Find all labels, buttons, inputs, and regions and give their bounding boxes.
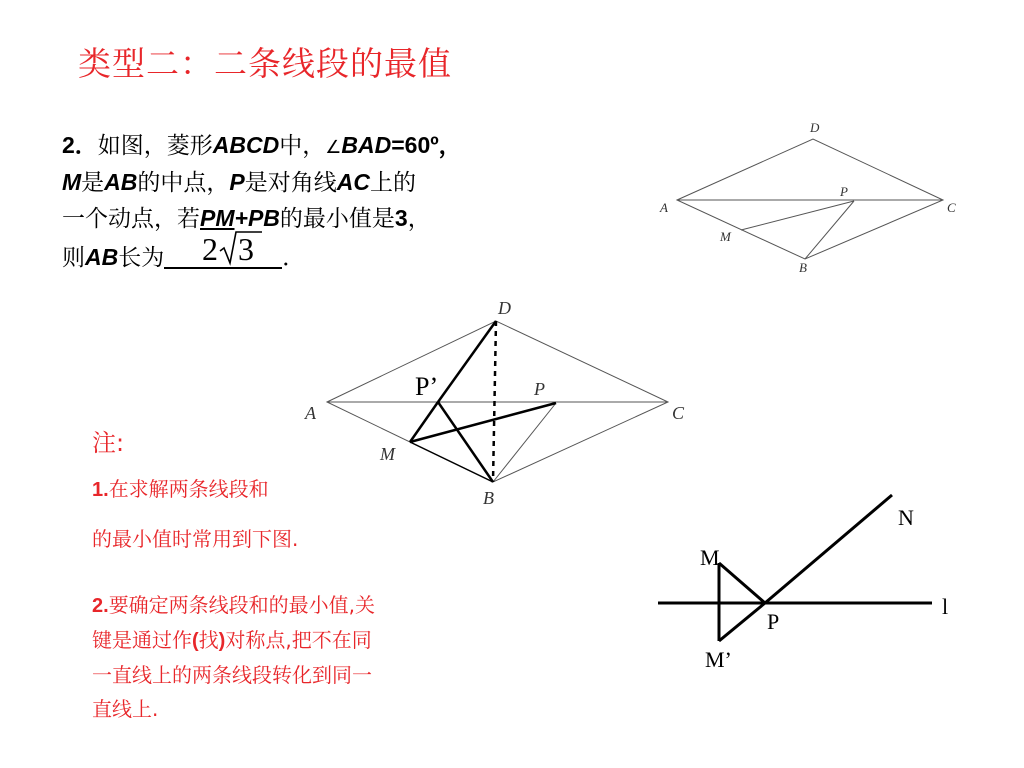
note-1-line-1 — [92, 472, 422, 508]
problem-number: 2． — [62, 132, 98, 158]
text-segment: 长为 — [118, 245, 165, 271]
problem-line-4 — [62, 231, 662, 276]
point-p: P — [229, 169, 245, 195]
ref-label-m: M — [700, 545, 720, 570]
small-rhombus — [677, 139, 943, 259]
note-2-number: 2. — [92, 595, 109, 617]
text-segment: 找 — [198, 628, 219, 652]
segment-pb: PB — [247, 205, 280, 231]
text-segment: 上的 — [369, 170, 416, 196]
problem-text — [62, 128, 662, 276]
text-segment: 如图，菱形 — [97, 133, 213, 159]
small-label-a: A — [660, 200, 668, 215]
ray-pn — [765, 495, 892, 603]
large-label-a: A — [305, 403, 316, 423]
small-label-p: P — [840, 184, 848, 199]
reflection-figure — [650, 485, 980, 685]
problem-line-2 — [62, 165, 662, 201]
text-segment: 是 — [81, 170, 105, 196]
note-2-line-2 — [92, 623, 492, 658]
segment-ac: AC — [336, 169, 370, 195]
text-segment: 中， — [279, 133, 326, 159]
small-label-c: C — [947, 200, 956, 215]
large-label-p-prime: P’ — [415, 372, 439, 401]
point-m: M — [62, 169, 82, 195]
note-1-number: 1. — [92, 479, 109, 501]
large-segment-pb — [493, 403, 556, 482]
text-segment: 一个动点，若 — [62, 206, 200, 232]
problem-line-1 — [62, 128, 662, 165]
plus-sign: + — [234, 205, 248, 231]
paren-open: ( — [192, 630, 199, 652]
note-2-line-1 — [92, 588, 492, 623]
text-segment: 的最小值是 — [279, 206, 395, 232]
text-segment: 对称点,把不在同 — [225, 628, 372, 652]
text-segment: 的中点， — [137, 170, 230, 196]
note-2-line-4: 直线上. — [92, 697, 159, 721]
note-2 — [92, 588, 492, 726]
paren-close: ) — [218, 630, 226, 652]
large-label-d: D — [498, 298, 511, 318]
text-segment: 要确定两条线段和的最小值,关 — [108, 593, 376, 617]
problem-line-3 — [62, 201, 662, 237]
note-1-line-2: 的最小值时常用到下图. — [92, 527, 299, 551]
segment-p-prime-b — [438, 402, 493, 482]
answer-blank — [164, 231, 282, 269]
small-label-m: M — [720, 229, 731, 244]
ref-label-p: P — [767, 609, 780, 634]
segment-m-prime-p — [719, 603, 765, 641]
slide-title: 类型二：二条线段的最值 — [78, 44, 452, 83]
large-label-b: B — [483, 488, 494, 508]
large-label-c: C — [672, 403, 685, 423]
note-1 — [92, 472, 422, 557]
segment-ab: AB — [104, 169, 138, 195]
segment-pm: PM — [200, 205, 235, 231]
text-segment: 在求解两条线段和 — [108, 477, 269, 501]
note-2-line-3: 一直线上的两条线段转化到同一 — [92, 663, 372, 687]
large-label-m: M — [380, 444, 395, 464]
note-title: 注: — [92, 429, 125, 457]
segment-d-p-prime — [438, 321, 496, 402]
segment-mp-ref — [719, 563, 765, 603]
angle-symbol: ∠ — [325, 137, 342, 158]
small-segment-pb — [805, 201, 854, 259]
text-segment: ． — [282, 245, 306, 271]
text-segment: 是对角线 — [244, 170, 337, 196]
small-segment-mp — [741, 201, 854, 230]
angle-value: =60º， — [391, 132, 462, 158]
answer-coefficient: 2 — [202, 231, 219, 267]
diagonal-bd-dashed — [493, 321, 496, 482]
text-segment: 键是通过作 — [92, 628, 192, 652]
text-segment: 则 — [62, 245, 85, 271]
small-label-d: D — [810, 120, 820, 135]
large-label-p: P — [534, 379, 545, 399]
small-label-b: B — [799, 260, 807, 275]
small-rhombus-figure — [650, 118, 980, 283]
rhombus-name: ABCD — [212, 132, 280, 158]
angle-name: BAD — [341, 132, 392, 158]
ref-label-l: l — [942, 594, 949, 619]
segment-ab: AB — [85, 244, 119, 270]
answer-formula — [202, 229, 282, 269]
min-value: 3 — [394, 205, 408, 231]
ref-label-m-prime: M’ — [705, 647, 732, 672]
ref-label-n: N — [898, 505, 914, 530]
answer-radicand: 3 — [238, 231, 255, 267]
text-segment: ， — [407, 206, 431, 232]
